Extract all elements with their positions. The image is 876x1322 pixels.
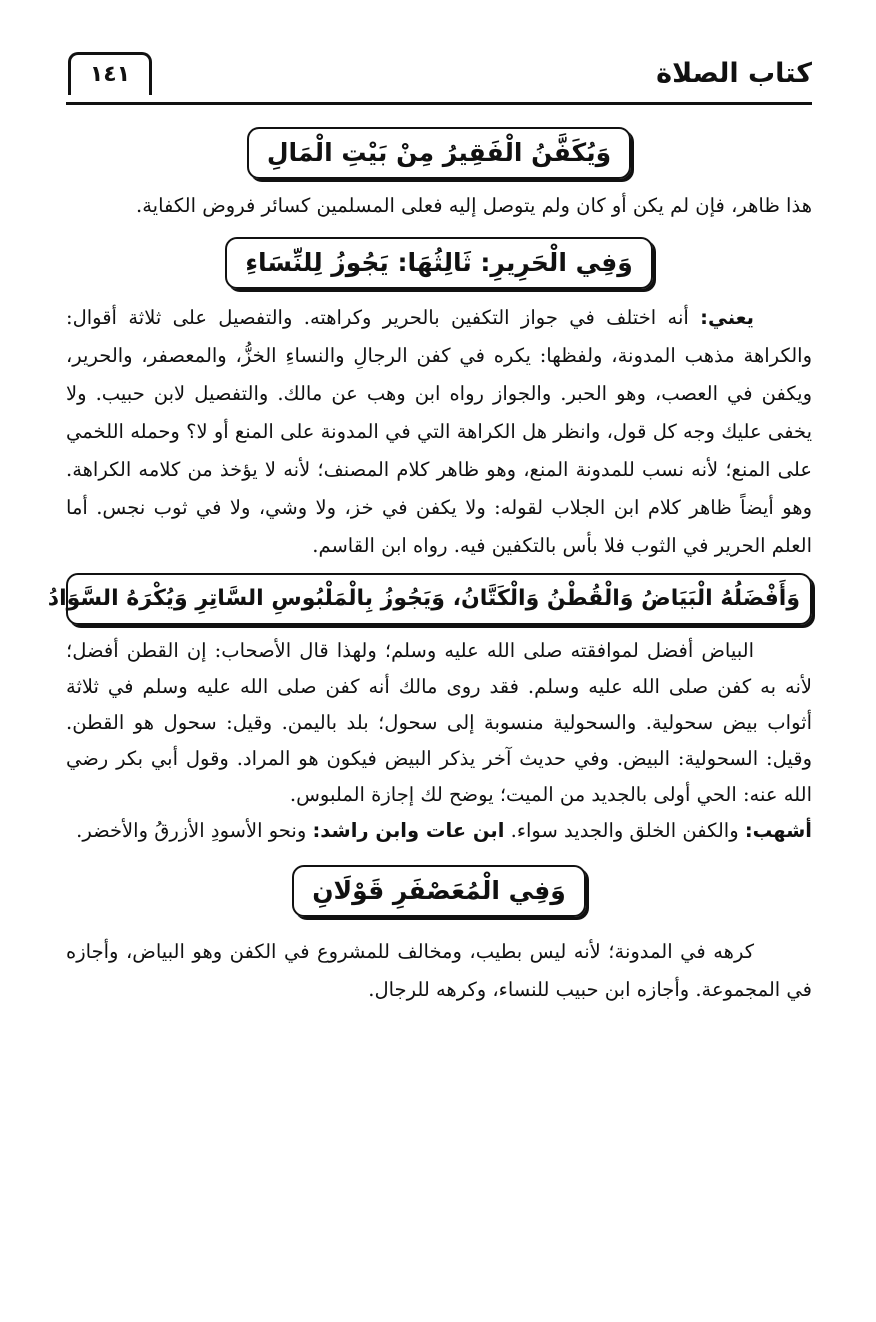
section-heading: وَفِي الْحَرِيرِ: ثَالِثُهَا: يَجُوزُ لِلنِّسَاءِ xyxy=(225,237,653,289)
section-heading: وَأَفْضَلُهُ الْبَيَاضُ وَالْقُطْنُ وَالْكَتَّانُ، وَيَجُوزُ بِالْمَلْبُوسِ السَّاتِرِ وَيُكْرَهُ السَّوَادُ xyxy=(66,573,812,625)
paragraph: البياض أفضل لموافقته صلى الله عليه وسلم؛ ولهذا قال الأصحاب: إن القطن أفضل؛ لأنه به كفن صلى الله عليه وسلم. فقد روى مالك أنه كفن صلى الله عليه وسلم في ثلاثة أثواب بيض سحولية. والسحولية منسوبة إلى سحول؛ بلد باليمن. وقيل: سحول هو القطن. وقيل: السحولية: البيض. وفي حديث آخر يذكر البيض فيكون هو المراد. وقول أبي بكر رضي الله عنه: الحي أولى بالجديد من الميت؛ يوضح لك إجازة الملبوس. xyxy=(66,639,812,806)
book-page xyxy=(47,50,812,1009)
paragraph-text: والكفن الخلق والجديد سواء. xyxy=(504,819,745,842)
section-heading: وَيُكَفَّنُ الْفَقِيرُ مِنْ بَيْتِ الْمَالِ xyxy=(247,127,631,179)
paragraph-text: ونحو الأسودِ الأزرقُ والأخضر. xyxy=(76,819,313,842)
paragraph: هذا ظاهر، فإن لم يكن أو كان ولم يتوصل إليه فعلى المسلمين كسائر فروض الكفاية. xyxy=(136,194,812,217)
page-header xyxy=(66,50,812,105)
paragraph-lead: أشهب: xyxy=(744,819,812,842)
section-3-heading-wrap xyxy=(47,573,812,625)
section-4-heading-wrap xyxy=(66,865,812,917)
paragraph: كرهه في المدونة؛ لأنه ليس بطيب، ومخالف للمشروع في الكفن وهو البياض، وأجازه في المجموعة. وأجازه ابن حبيب للنساء، وكرهه للرجال. xyxy=(66,940,812,1001)
section-1-heading-wrap xyxy=(66,127,812,179)
section-2-heading-wrap xyxy=(66,237,812,289)
page-number: ١٤١ xyxy=(68,52,152,95)
book-title: كتاب الصلاة xyxy=(656,58,812,89)
paragraph-lead: يعني: xyxy=(700,306,754,329)
paragraph-lead: ابن عات وابن راشد: xyxy=(312,819,505,842)
paragraph xyxy=(66,813,812,849)
section-heading: وَفِي الْمُعَصْفَرِ قَوْلَانِ xyxy=(292,865,586,917)
paragraph-text: أنه اختلف في جواز التكفين بالحرير وكراهته. والتفصيل على ثلاثة أقوال: والكراهة مذهب المدونة، ولفظها: يكره في كفن الرجالِ والنساءِ الخزُّ، والمعصفر، والحرير، ويكفن في العصب، وهو الحبر. والجواز رواه ابن وهب عن مالك. والتفصيل لابن حبيب. ولا يخفى عليك وجه كل قول، وانظر هل الكراهة التي في المدونة على المنع أو لا؟ وحمله اللخمي على المنع؛ لأنه نسب للمدونة المنع، وهو ظاهر كلام المصنف؛ لأنه لا يؤخذ من كلامه الكراهة. وهو أيضاً ظاهر كلام ابن الجلاب لقوله: ولا يكفن في خز، ولا وشي، ولا في ثوب نجس. أما العلم الحرير في الثوب فلا بأس بالتكفين فيه. رواه ابن القاسم. xyxy=(66,306,812,557)
paragraph xyxy=(66,299,812,565)
